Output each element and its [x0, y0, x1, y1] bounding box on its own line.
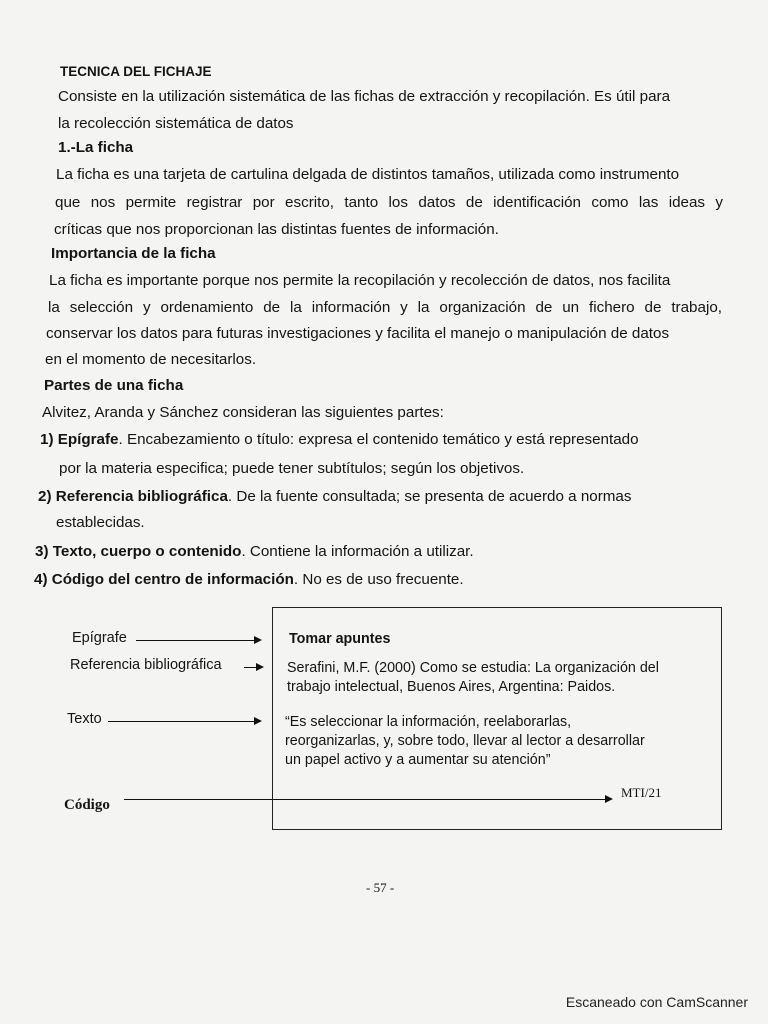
list-item: [40, 430, 639, 450]
diagram-label-referencia: Referencia bibliográfica: [70, 657, 222, 673]
intro-paragraph-line: la recolección sistemática de datos: [58, 115, 294, 132]
arrow-referencia: [244, 667, 262, 668]
list-item-label: 1) Epígrafe: [40, 431, 119, 448]
arrow-epigrafe: [136, 640, 260, 641]
card-text-line: un papel activo y a aumentar su atención”: [285, 752, 551, 768]
list-item: [38, 487, 631, 507]
card-title: Tomar apuntes: [289, 631, 391, 647]
card-reference-line: Serafini, M.F. (2000) Como se estudia: La organización del: [287, 660, 659, 676]
section-heading: TECNICA DEL FICHAJE: [60, 64, 212, 79]
card-text-line: reorganizarlas, y, sobre todo, llevar al lector a desarrollar: [285, 733, 645, 749]
paragraph-line: en el momento de necesitarlos.: [45, 351, 257, 368]
list-item-text: . Contiene la información a utilizar.: [241, 543, 474, 560]
list-item: [34, 570, 464, 590]
paragraph-line: La ficha es una tarjeta de cartulina delgada de distintos tamaños, utilizada como instrumento: [56, 166, 680, 183]
subsection-title: 1.-La ficha: [58, 139, 134, 156]
paragraph-line: Alvitez, Aranda y Sánchez consideran las siguientes partes:: [42, 404, 444, 421]
paragraph-line: que nos permite registrar por escrito, tanto los datos de identificación como las ideas y: [55, 194, 723, 211]
card-text-line: “Es seleccionar la información, reelaborarlas,: [285, 714, 572, 730]
list-item-label: 3) Texto, cuerpo o contenido: [35, 543, 242, 560]
list-item-text: . De la fuente consultada; se presenta de acuerdo a normas: [227, 488, 632, 505]
diagram-label-codigo: Código: [64, 797, 110, 813]
card-code: MTI/21: [621, 785, 662, 800]
paragraph-line: conservar los datos para futuras investigaciones y facilita el manejo o manipulación de datos: [46, 325, 670, 342]
paragraph-line: la selección y ordenamiento de la información y la organización de un fichero de trabajo,: [48, 299, 722, 316]
card-reference-line: trabajo intelectual, Buenos Aires, Argentina: Paidos.: [287, 679, 616, 695]
list-item-continuation: por la materia especifica; puede tener subtítulos; según los objetivos.: [59, 460, 525, 477]
page-number: - 57 -: [366, 880, 395, 895]
list-item-text: . Encabezamiento o título: expresa el contenido temático y está representado: [118, 431, 639, 448]
subsection-title: Importancia de la ficha: [51, 245, 216, 262]
arrow-texto: [108, 721, 260, 722]
intro-paragraph-line: Consiste en la utilización sistemática de las fichas de extracción y recopilación. Es útil para: [58, 88, 671, 105]
diagram-label-texto: Texto: [67, 711, 102, 727]
subsection-title: Partes de una ficha: [44, 377, 184, 394]
list-item-label: 4) Código del centro de información: [34, 571, 294, 588]
list-item-text: . No es de uso frecuente.: [293, 571, 464, 588]
paragraph-line: La ficha es importante porque nos permite la recopilación y recolección de datos, nos facilita: [49, 272, 671, 289]
list-item: [35, 542, 474, 562]
paragraph-line: críticas que nos proporcionan las distintas fuentes de información.: [54, 221, 499, 238]
list-item-continuation: establecidas.: [56, 514, 145, 531]
scanner-watermark: Escaneado con CamScanner: [565, 994, 748, 1010]
list-item-label: 2) Referencia bibliográfica: [38, 488, 228, 505]
diagram-label-epigrafe: Epígrafe: [72, 630, 127, 646]
